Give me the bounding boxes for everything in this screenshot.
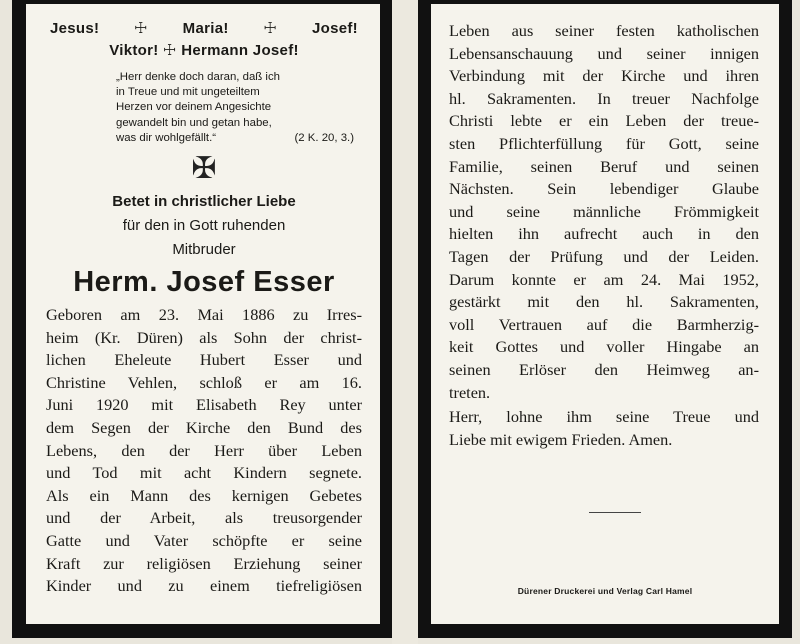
text-line: Nächsten. Sein lebendiger Glaube xyxy=(449,179,759,199)
verse-line: in Treue und mit ungeteiltem xyxy=(116,86,260,99)
printer-imprint: Dürener Druckerei und Verlag Carl Hamel xyxy=(517,586,693,596)
text-line: und Tod mit acht Kindern segnete. xyxy=(46,463,362,483)
text-line: Kraft zur religiösen Erziehung seiner xyxy=(46,553,362,573)
cross-icon: ✠ xyxy=(191,152,217,186)
verse-line: Herzen vor deinem Angesichte xyxy=(116,101,272,114)
text-line: sten Pflichterfüllung für Gott, seine xyxy=(449,133,759,153)
memorial-card-back xyxy=(418,0,792,638)
divider xyxy=(589,512,641,513)
verse-line: was dir wohlgefällt.“ xyxy=(116,131,217,144)
text-line: Tagen der Prüfung und der Leiden. xyxy=(449,246,759,266)
small-cross-icon: ☩ xyxy=(134,20,148,37)
text-line: Familie, seinen Beruf und seinen xyxy=(449,156,759,176)
text-line: Lebensanschauung und seiner innigen xyxy=(449,43,759,63)
text-line: Liebe mit ewigem Frieden. Amen. xyxy=(449,429,673,449)
text-line: Darum konnte er am 24. Mai 1952, xyxy=(449,269,759,289)
text-line: seinen Erlöser den Heimweg an- xyxy=(449,359,759,379)
invocation-maria: Maria! xyxy=(182,20,229,37)
text-line: Verbindung mit der Kirche und ihren xyxy=(449,66,759,86)
prayer-line: Betet in christlicher Liebe xyxy=(112,193,296,211)
text-line: keit Gottes und voller Hingabe an xyxy=(449,337,759,357)
deceased-name: Herm. Josef Esser xyxy=(73,266,335,299)
text-line: voll Vertrauen auf die Barmherzig- xyxy=(449,314,759,334)
prayer-request xyxy=(46,190,362,262)
text-line: Leben aus seiner festen katholischen xyxy=(449,21,759,40)
text-line: Als ein Mann des kernigen Gebetes xyxy=(46,485,362,505)
invocation-josef: Josef! xyxy=(312,20,358,37)
text-line: und der Arbeit, als treusorgender xyxy=(46,508,362,528)
text-line: hielten ihn aufrecht auch in den xyxy=(449,224,759,244)
text-line: Juni 1920 mit Elisabeth Rey unter xyxy=(46,395,362,415)
invocation-jesus: Jesus! xyxy=(50,20,100,37)
text-line: dem Segen der Kirche den Bund des xyxy=(46,417,362,437)
text-line: lichen Eheleute Hubert Esser und xyxy=(46,350,362,370)
memorial-card-front xyxy=(12,0,392,638)
small-cross-icon: ☩ xyxy=(163,42,177,59)
verse-line: „Herr denke doch daran, daß ich xyxy=(116,71,280,83)
text-line: Herr, lohne ihm seine Treue und xyxy=(449,407,759,427)
text-line: Lebens, den der Herr über Leben xyxy=(46,440,362,460)
text-line: gestärkt mit den hl. Sakramenten, xyxy=(449,292,759,312)
text-line: heim (Kr. Düren) als Sohn der christ- xyxy=(46,327,362,347)
invocation-hermann-josef: Hermann Josef! xyxy=(181,42,299,59)
bible-verse xyxy=(116,70,354,146)
text-line: Kinder und zu einem tiefreligiösen xyxy=(46,576,362,596)
prayer-line: Mitbruder xyxy=(172,241,236,259)
text-line: Gatte und Vater schöpfte er seine xyxy=(46,530,362,550)
small-cross-icon: ☩ xyxy=(263,20,278,37)
verse-line: gewandelt bin und getan habe, xyxy=(116,116,272,129)
closing-prayer xyxy=(449,406,759,451)
text-line: Christine Vehlen, schloß er am 16. xyxy=(46,372,362,392)
invocation-viktor: Viktor! xyxy=(109,42,159,59)
text-line: hl. Sakramenten. In treuer Nachfolge xyxy=(449,88,759,108)
biography-part-1 xyxy=(46,304,362,598)
verse-reference: (2 K. 20, 3.) xyxy=(294,131,354,144)
fold-gap xyxy=(392,0,418,644)
biography-part-2 xyxy=(449,20,759,404)
text-line: Christi lebte er ein Leben der treue- xyxy=(449,111,759,131)
text-line: treten. xyxy=(449,382,491,402)
text-line: Geboren am 23. Mai 1886 zu Irres- xyxy=(46,305,362,325)
text-line: und seine männliche Frömmigkeit xyxy=(449,201,759,221)
prayer-line: für den in Gott ruhenden xyxy=(122,217,286,235)
invocation xyxy=(46,18,362,62)
